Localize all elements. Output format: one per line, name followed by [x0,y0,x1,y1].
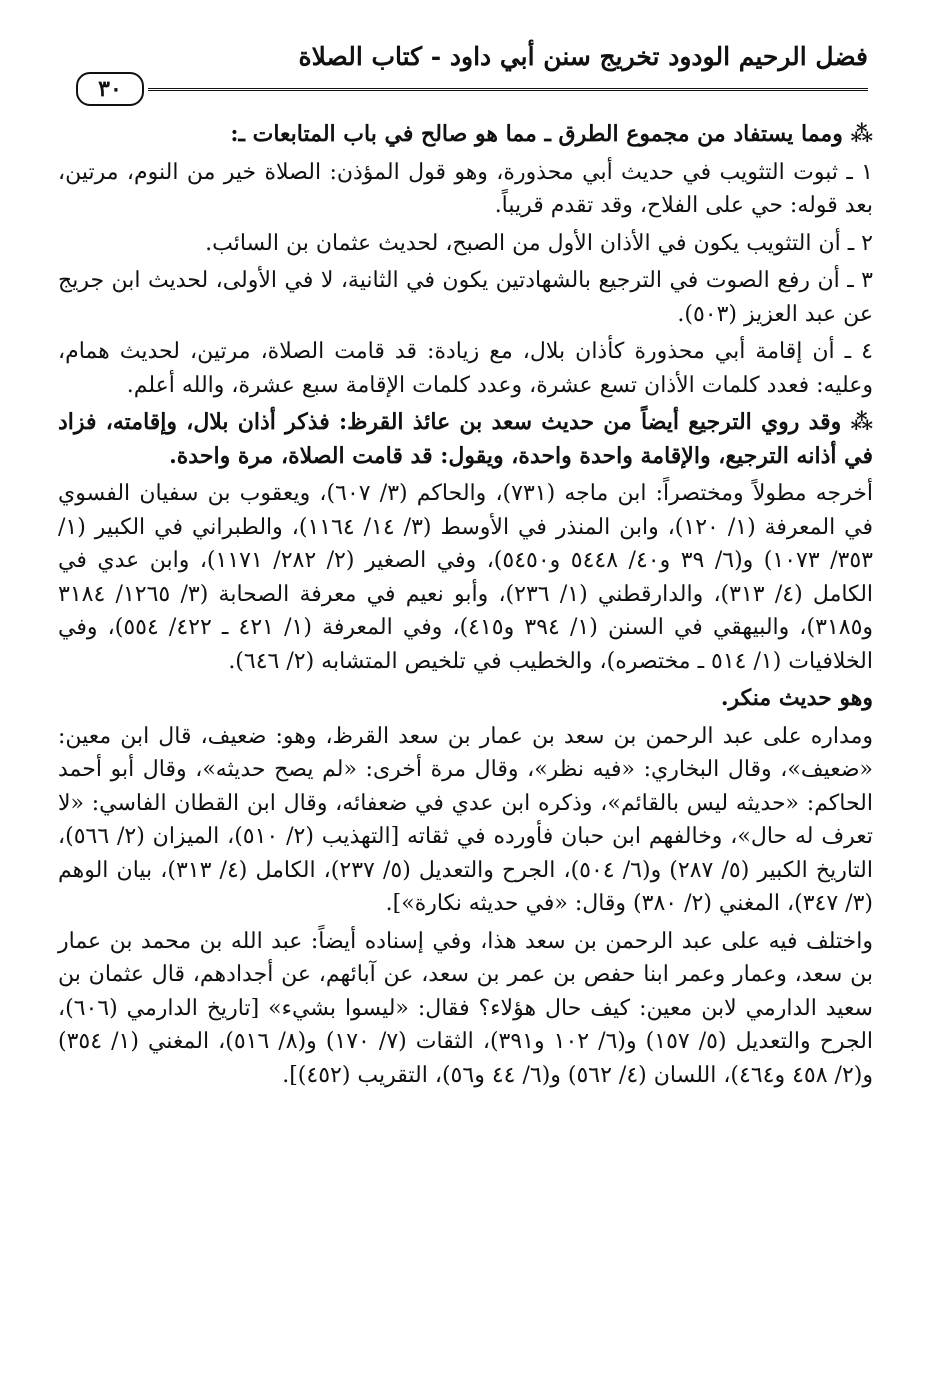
paragraph-verdict: وهو حديث منكر. [720,685,873,711]
page-number: ٣٠ [76,72,144,106]
paragraph-point-4: ٤ ـ أن إقامة أبي محذورة كأذان بلال، مع زيادة: قد قامت الصلاة، مرتين، لحديث همام، وعليه: فعدد كلمات الأذان تسع عشرة، وعدد كلمات الإقامة سبع عشرة، والله أعلم. [58,339,873,398]
paragraph-narrator-weakness: ومداره على عبد الرحمن بن سعد بن عمار بن سعد القرظ، وهو: ضعيف، قال ابن معين: «ضعيف»، وقال البخاري: «فيه نظر»، وقال مرة أخرى: «لم يصح حديثه»، وقال أبو أحمد الحاكم: «حديثه ليس بالقائم»، وذكره ابن عدي في ضعفائه، وقال ابن القطان الفاسي: «لا تعرف له حال»، وخالفهم ابن حبان فأورده في ثقاته [التهذيب (٢/ ٥١٠)، الميزان (٢/ ٥٦٦)، التاريخ الكبير (٥/ ٢٨٧) و(٦/ ٥٠٤)، الجرح والتعديل (٥/ ٢٣٧)، الكامل (٤/ ٣١٣)، بيان الوهم (٣/ ٣٤٧)، المغني (٢/ ٣٨٠) وقال: «في حديثه نكارة»]. [58,723,873,916]
paragraph-isnad-disagreement: واختلف فيه على عبد الرحمن بن سعد هذا، وفي إسناده أيضاً: عبد الله بن محمد بن عمار بن سعد، وعمار وعمر ابنا حفص بن عمر بن سعد، عن آبائهم، عن أجدادهم، قال عثمان بن سعيد الدارمي لابن معين: كيف حال هؤلاء؟ فقال: «ليسوا بشيء» [تاريخ الدارمي (٦٠٦)، الجرح والتعديل (٥/ ١٥٧) و(٦/ ١٠٢ و٣٩١)، الثقات (٧/ ١٧٠) و(٨/ ٥١٦)، المغني (١/ ٣٥٤) و(٢/ ٤٥٨ و٤٦٤)، اللسان (٤/ ٥٦٢) و(٦/ ٤٤ و٥٦)، التقريب (٤٥٢)]. [58,928,874,1088]
header-rule [148,88,868,91]
paragraph-point-3: ٣ ـ أن رفع الصوت في الترجيع بالشهادتين يكون في الثانية، لا في الأولى، لحديث ابن جريج عن عبد العزيز (٥٠٣). [58,268,873,327]
page-body [58,118,873,1096]
paragraph-point-2: ٢ ـ أن التثويب يكون في الأذان الأول من الصبح، لحديث عثمان بن السائب. [205,230,873,256]
page-header [58,30,868,110]
paragraph-takhrij: أخرجه مطولاً ومختصراً: ابن ماجه (٧٣١)، والحاكم (٣/ ٦٠٧)، ويعقوب بن سفيان الفسوي في المعرفة (١/ ١٢٠)، وابن المنذر في الأوسط (٣/ ١٤/ ١١٦٤)، والطبراني في الكبير (١/ ٣٥٣/ ١٠٧٣) و(٦/ ٣٩ و٤٠/ ٥٤٤٨ و٥٤٥٠)، وفي الصغير (٢/ ٢٨٢/ ١١٧١)، وابن عدي في الكامل (٤/ ٣١٣)، والدارقطني (١/ ٢٣٦)، وأبو نعيم في معرفة الصحابة (٣/ ١٢٦٥/ ٣١٨٤ و٣١٨٥)، والبيهقي في السنن (١/ ٣٩٤ و٤١٥)، وفي المعرفة (١/ ٤٢١ ـ ٤٢٢/ ٥٥٤)، وفي الخلافيات (١/ ٥١٤ ـ مختصره)، والخطيب في تلخيص المتشابه (٢/ ٦٤٦). [58,481,874,674]
paragraph-saad-hadith: ⁂ وقد روي الترجيع أيضاً من حديث سعد بن عائذ القرظ: فذكر أذان بلال، وإقامته، فزاد في أذانه الترجيع، والإقامة واحدة واحدة، ويقول: قد قامت الصلاة، مرة واحدة. [58,409,873,469]
paragraph-benefits-heading: ⁂ ومما يستفاد من مجموع الطرق ـ مما هو صالح في باب المتابعات ـ: [230,121,873,147]
running-title: فضل الرحيم الودود تخريج سنن أبي داود - كتاب الصلاة [298,42,868,71]
paragraph-point-1: ١ ـ ثبوت التثويب في حديث أبي محذورة، وهو قول المؤذن: الصلاة خير من النوم، مرتين، بعد قوله: حي على الفلاح، وقد تقدم قريباً. [58,159,873,218]
